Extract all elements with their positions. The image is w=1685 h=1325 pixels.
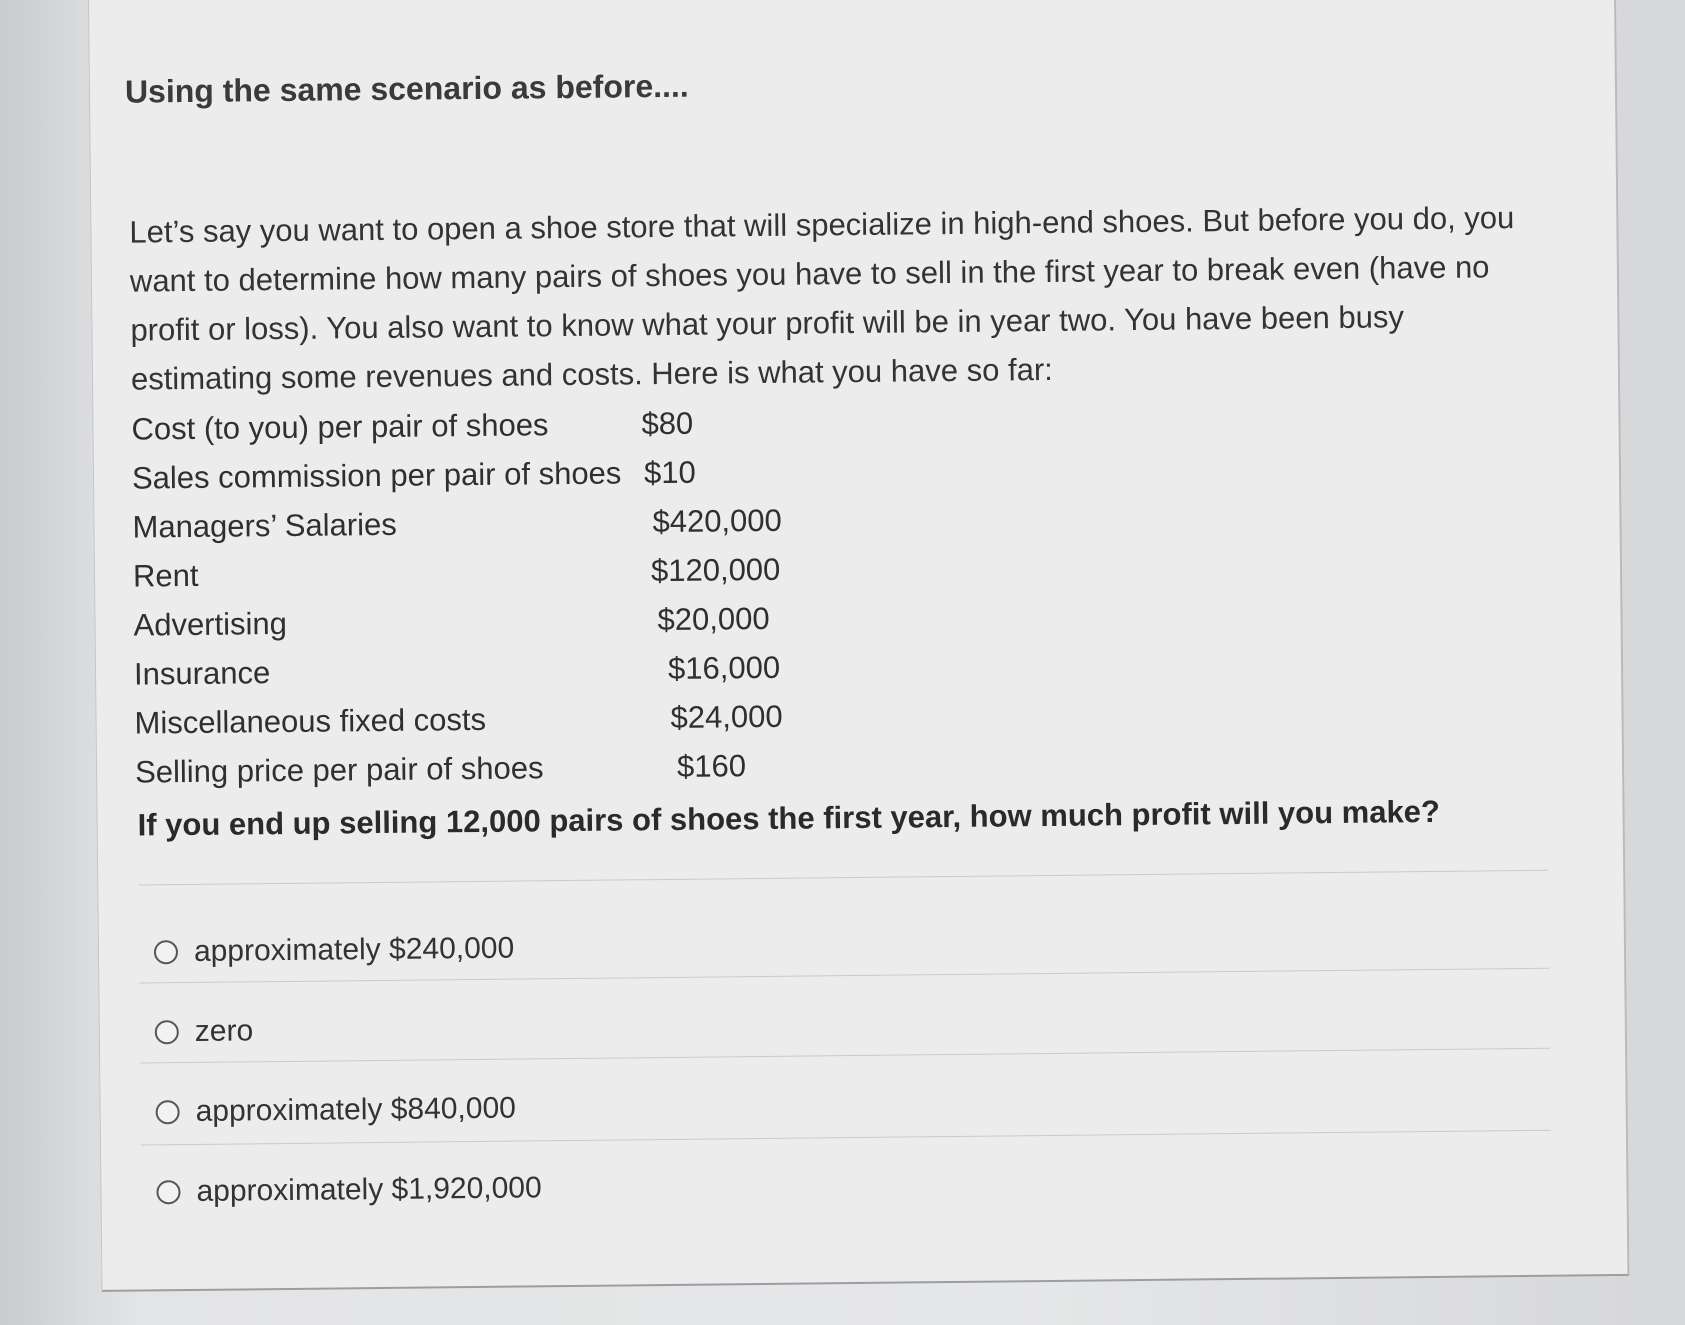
answer-choice-label: approximately $840,000 (195, 1091, 517, 1128)
answer-choice-label: approximately $1,920,000 (196, 1171, 542, 1208)
cost-label: Managers’ Salaries (132, 506, 397, 545)
answer-choice-3[interactable] (155, 1092, 516, 1130)
answer-choice-2[interactable] (155, 1014, 254, 1049)
cost-label: Insurance (133, 655, 271, 692)
cost-row-selling-price (135, 746, 935, 803)
cost-label: Rent (132, 557, 199, 594)
divider (138, 870, 1548, 886)
cost-table (131, 403, 935, 803)
cost-row-insurance (134, 648, 934, 705)
cost-row-cost-per-pair (131, 403, 931, 460)
cost-value: $160 (676, 748, 747, 784)
divider (139, 968, 1549, 984)
cost-value: $420,000 (652, 502, 782, 540)
divider (140, 1048, 1550, 1064)
cost-label: Advertising (133, 605, 288, 643)
cost-label: Miscellaneous fixed costs (134, 701, 487, 741)
cost-value: $20,000 (657, 600, 770, 638)
question-header: Using the same scenario as before.... (124, 67, 689, 110)
cost-row-rent (133, 550, 933, 607)
cost-value: $120,000 (650, 551, 781, 589)
cost-label: Sales commission per pair of shoes (131, 455, 622, 496)
answer-choice-1[interactable] (154, 932, 515, 970)
cost-row-advertising (133, 599, 933, 656)
radio-button-icon[interactable] (155, 1020, 179, 1044)
cost-row-managers-salaries (132, 501, 932, 558)
answer-choice-4[interactable] (156, 1171, 542, 1209)
answer-choice-label: zero (194, 1014, 254, 1048)
cost-value: $24,000 (670, 698, 783, 735)
divider (141, 1130, 1551, 1146)
radio-button-icon[interactable] (156, 1180, 180, 1204)
radio-button-icon[interactable] (154, 940, 178, 964)
cost-label: Cost (to you) per pair of shoes (131, 407, 549, 447)
question-card (88, 0, 1629, 1292)
cost-value: $10 (643, 454, 696, 491)
cost-value: $80 (641, 405, 694, 442)
question-prompt: If you end up selling 12,000 pairs of shoes the first year, how much profit will you make? (137, 793, 1441, 843)
answer-choice-label: approximately $240,000 (193, 931, 515, 968)
cost-value: $16,000 (667, 649, 781, 686)
question-intro: Let’s say you want to open a shoe store that will specialize in high-end shoes. But before you do, you want to determine how many pairs of shoes you have to sell in the first year to break even (have no profit or loss). You also want to know what your profit will be in year two. You have been busy estimating some revenues and costs. Here is what you have so far: (129, 200, 1515, 397)
cost-label: Selling price per pair of shoes (134, 750, 544, 790)
cost-row-sales-commission (132, 452, 932, 509)
radio-button-icon[interactable] (156, 1100, 180, 1124)
cost-row-misc-fixed (134, 697, 934, 754)
